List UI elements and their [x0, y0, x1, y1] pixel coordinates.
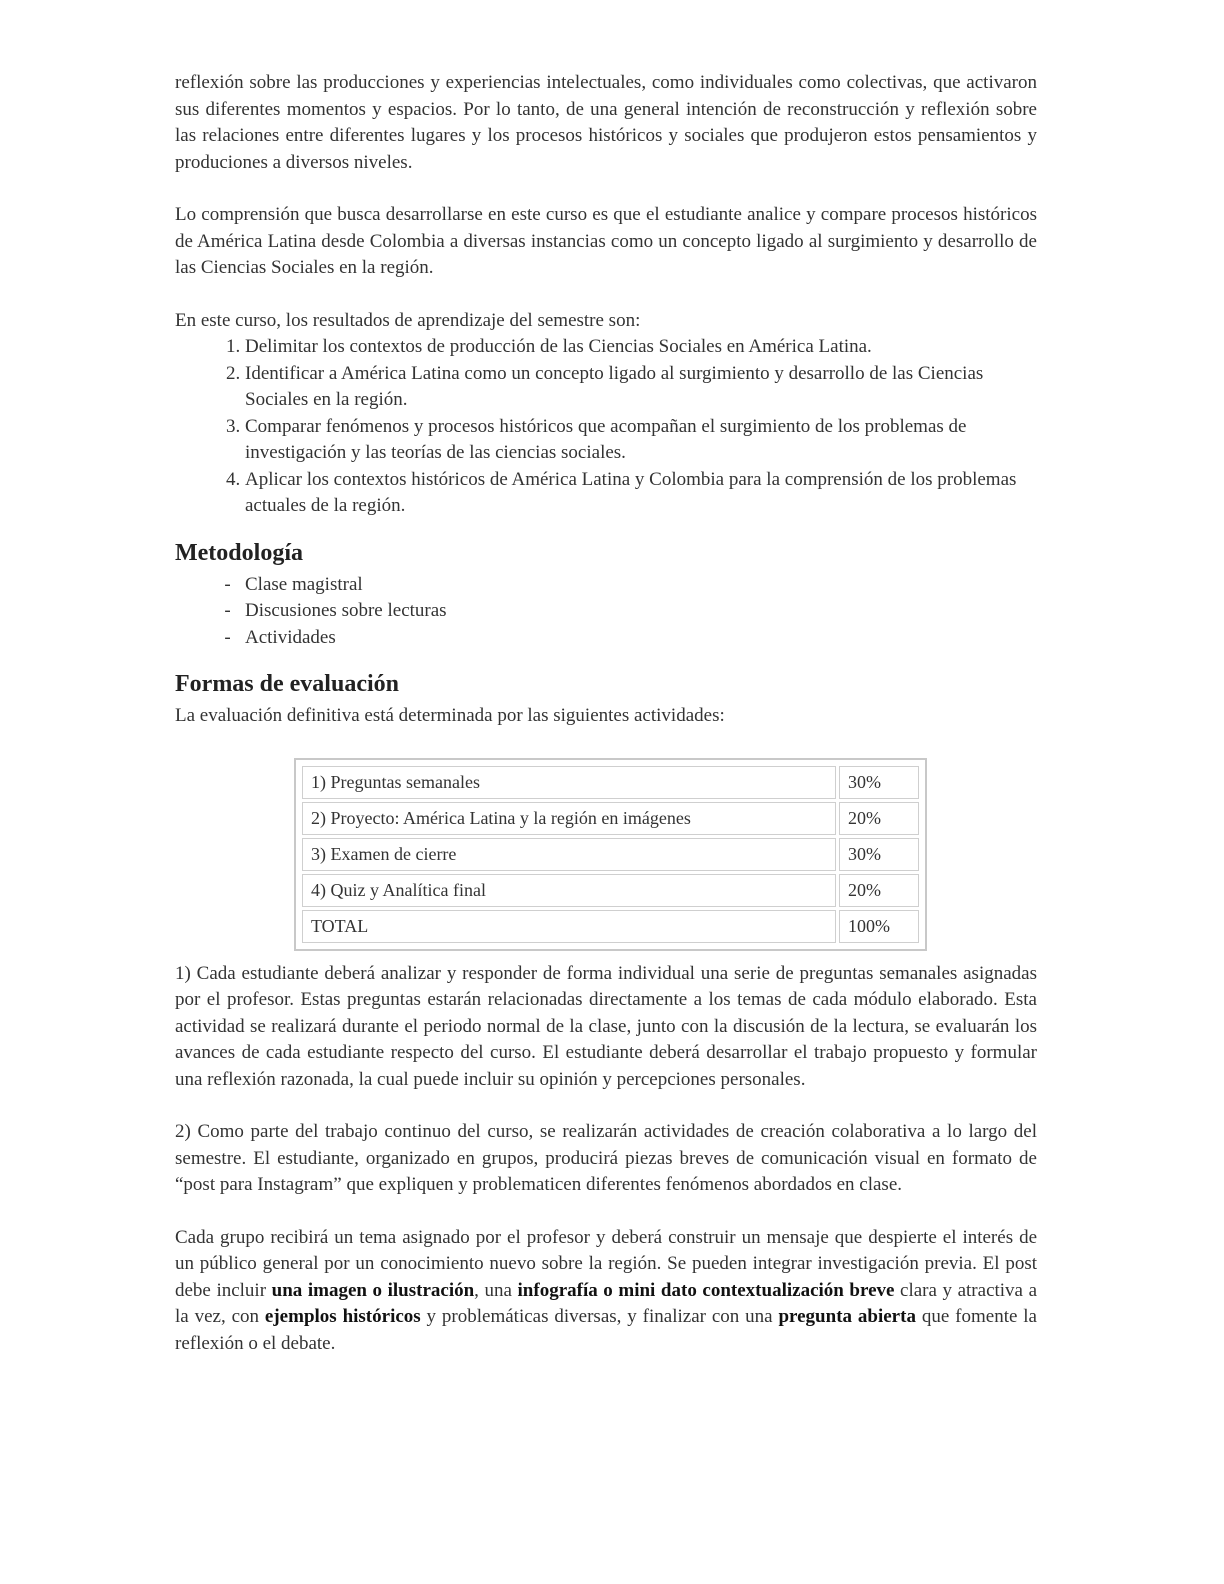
table-row: [302, 766, 919, 799]
intro-paragraph-2: Lo comprensión que busca desarrollarse en este curso es que el estudiante analice y compare procesos históricos de América Latina desde Colombia a diversas instancias como un concepto ligado al surgimiento y desarrollo de las Ciencias Sociales en la región.: [175, 204, 1037, 278]
objective-item: 4. Aplicar los contextos históricos de América Latina y Colombia para la comprensión de los problemas actuales de la región.: [245, 467, 1037, 520]
table-row: [302, 874, 919, 907]
percent-cell: 100%: [839, 910, 919, 943]
activity-cell: 2) Proyecto: América Latina y la región en imágenes: [302, 802, 836, 835]
percent-cell: 20%: [839, 802, 919, 835]
table-row: [302, 838, 919, 871]
objective-item: 3. Comparar fenómenos y procesos históricos que acompañan el surgimiento de los problemas de investigación y las teorías de las ciencias sociales.: [245, 414, 1037, 467]
activity-cell: 3) Examen de cierre: [302, 838, 836, 871]
methodology-item: - Discusiones sobre lecturas: [245, 598, 1037, 625]
detail-paragraph-2: 2) Como parte del trabajo continuo del curso, se realizarán actividades de creación colaborativa a lo largo del semestre. El estudiante, organizado en grupos, producirá piezas breves de comunicación visual en formato de “post para Instagram” que expliquen y problematicen diferentes fenómenos abordados en clase.: [175, 1121, 1037, 1195]
methodology-item: - Clase magistral: [245, 572, 1037, 599]
percent-cell: 30%: [839, 766, 919, 799]
intro-paragraph-3: En este curso, los resultados de aprendizaje del semestre son:: [175, 309, 641, 331]
activity-cell: 1) Preguntas semanales: [302, 766, 836, 799]
detail-paragraph-1: 1) Cada estudiante deberá analizar y responder de forma individual una serie de preguntas semanales asignadas por el profesor. Estas preguntas estarán relacionadas directamente a los temas de cada módulo elaborado. Esta actividad se realizará durante el periodo normal de la clase, junto con la discusión de la lectura, se evaluarán los avances de cada estudiante respecto del curso. El estudiante deberá desarrollar el trabajo propuesto y formular una reflexión razonada, la cual puede incluir su opinión y percepciones personales.: [175, 962, 1037, 1090]
table-row: [302, 802, 919, 835]
percent-cell: 30%: [839, 838, 919, 871]
objective-item: 2. Identificar a América Latina como un concepto ligado al surgimiento y desarrollo de las Ciencias Sociales en la región.: [245, 361, 1037, 414]
activity-cell: TOTAL: [302, 910, 836, 943]
document-page: [175, 70, 1037, 1357]
evaluation-intro: La evaluación definitiva está determinada por las siguientes actividades:: [175, 705, 725, 726]
evaluation-heading: Formas de evaluación: [175, 671, 399, 697]
objectives-list: [175, 334, 1037, 520]
intro-paragraph-1: reflexión sobre las producciones y experiencias intelectuales, como individuales como colectivas, que activaron sus diferentes momentos y espacios. Por lo tanto, de una general intención de reconstrucción y reflexión sobre las relaciones entre diferentes lugares y los procesos históricos y sociales que produjeron estos pensamientos y produciones a diversos niveles.: [175, 72, 1037, 173]
evaluation-table: [294, 758, 927, 951]
activity-cell: 4) Quiz y Analítica final: [302, 874, 836, 907]
percent-cell: 20%: [839, 874, 919, 907]
objective-item: 1. Delimitar los contextos de producción de las Ciencias Sociales en América Latina.: [245, 334, 1037, 361]
methodology-heading: Metodología: [175, 539, 303, 566]
methodology-list: [175, 572, 1037, 652]
table-row: [302, 910, 919, 943]
methodology-item: - Actividades: [245, 625, 1037, 652]
detail-paragraph-3: Cada grupo recibirá un tema asignado por el profesor y deberá construir un mensaje que despierte el interés de un público general por un conocimiento nuevo sobre la región. Se pueden integrar investigación previa. El post debe incluir una imagen o ilustración, una infografía o mini dato contextualización breve clara y atractiva a la vez, con ejemplos históricos y problemáticas diversas, y finalizar con una pregunta abierta que fomente la reflexión o el debate.: [175, 1226, 1038, 1354]
